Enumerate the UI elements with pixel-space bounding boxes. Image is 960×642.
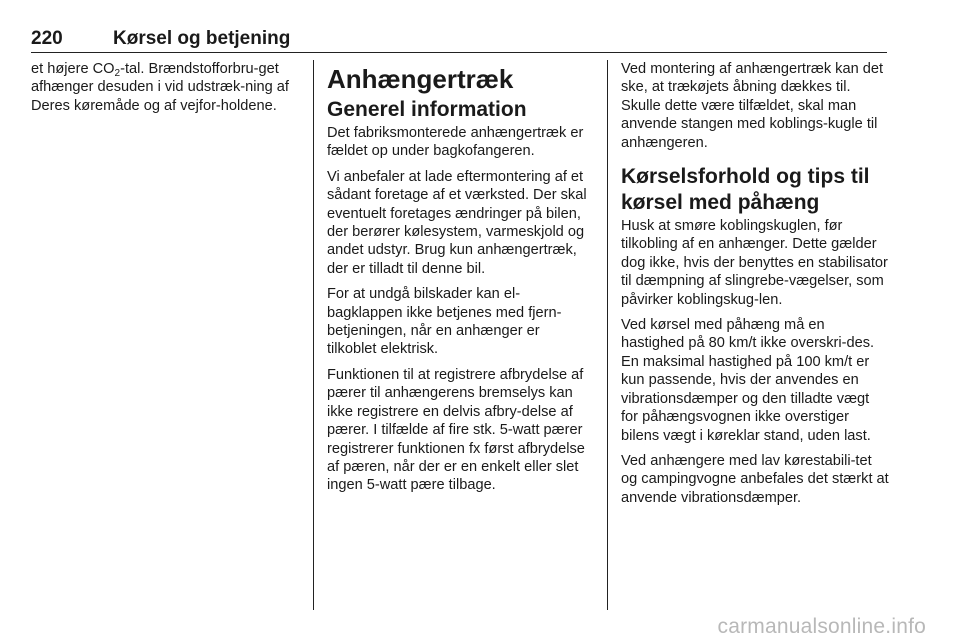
paragraph: Ved anhængere med lav kørestabili-tet og campingvogne anbefales det stærkt at anvende vibrationsdæmper. [621,452,889,506]
watermark: carmanualsonline.info [717,615,926,638]
column-middle [327,60,593,502]
paragraph-co2: et højere $CO_2$-tal. Brændstofforbru-get afhænger desuden i vid udstræk-ning af Deres køremåde og af vejfor-holdene. [31,61,289,114]
chapter-title: Kørsel og betjening [113,28,291,49]
paragraph: Funktionen til at registrere afbrydelse af pærer til anhængerens bremselys kan ikke registrere en delvis afbry-delse af pærer. I tilfælde af fire stk. 5-watt pærer registrerer funktionen fx først afbrydelse af pæren, når der er en enkelt eller slet ingen 5-watt pære tilbage. [327,366,585,494]
column-divider-left [313,60,314,610]
page-header [31,22,887,53]
paragraph: For at undgå bilskader kan el-bagklappen ikke betjenes med fjern-betjeningen, når en anhænger er tilkoblet elektrisk. [327,286,562,358]
paragraph: Ved kørsel med påhæng må en hastighed på 80 km/t ikke overskri-des. En maksimal hastighed på 100 km/t er kun passende, hvis der anvendes en vibrationsdæmper og den tilladte vægt for påhængsvognen ikke overstiger bilens vægt i køreklar stand, uden last. [621,317,875,444]
section-heading: Kørselsforhold og tips til kørsel med påhæng [621,165,870,215]
column-divider-right [607,60,608,610]
paragraph: Det fabriksmonterede anhængertræk er fældet op under bagkofangeren. [327,125,584,160]
section-title: Anhængertræk [327,64,514,94]
paragraph: Husk at smøre koblingskuglen, før tilkobling af en anhænger. Dette gælder dog ikke, hvis der benyttes en stabilisator til dæmpning af slingrebe-vægelser, som påvirker koblingskug-len. [621,218,888,308]
paragraph: Vi anbefaler at lade eftermontering af et sådant foretage af et værksted. Der skal eventuelt foretages ændringer på bilen, der berører kølesystem, varmeskjold og andet udstyr. Brug kun anhængertræk, der er tilladt til denne bil. [327,168,587,277]
paragraph: Ved montering af anhængertræk kan det ske, at trækøjets åbning dækkes til. Skulle dette være tilfældet, skal man anvende stangen med koblings-kugle til anhængeren. [621,61,884,151]
section-subtitle: Generel information [327,98,527,121]
subscript-2: 2 [114,68,121,79]
page-number: 220 [31,28,63,49]
column-right [621,60,889,514]
column-left [31,60,299,122]
